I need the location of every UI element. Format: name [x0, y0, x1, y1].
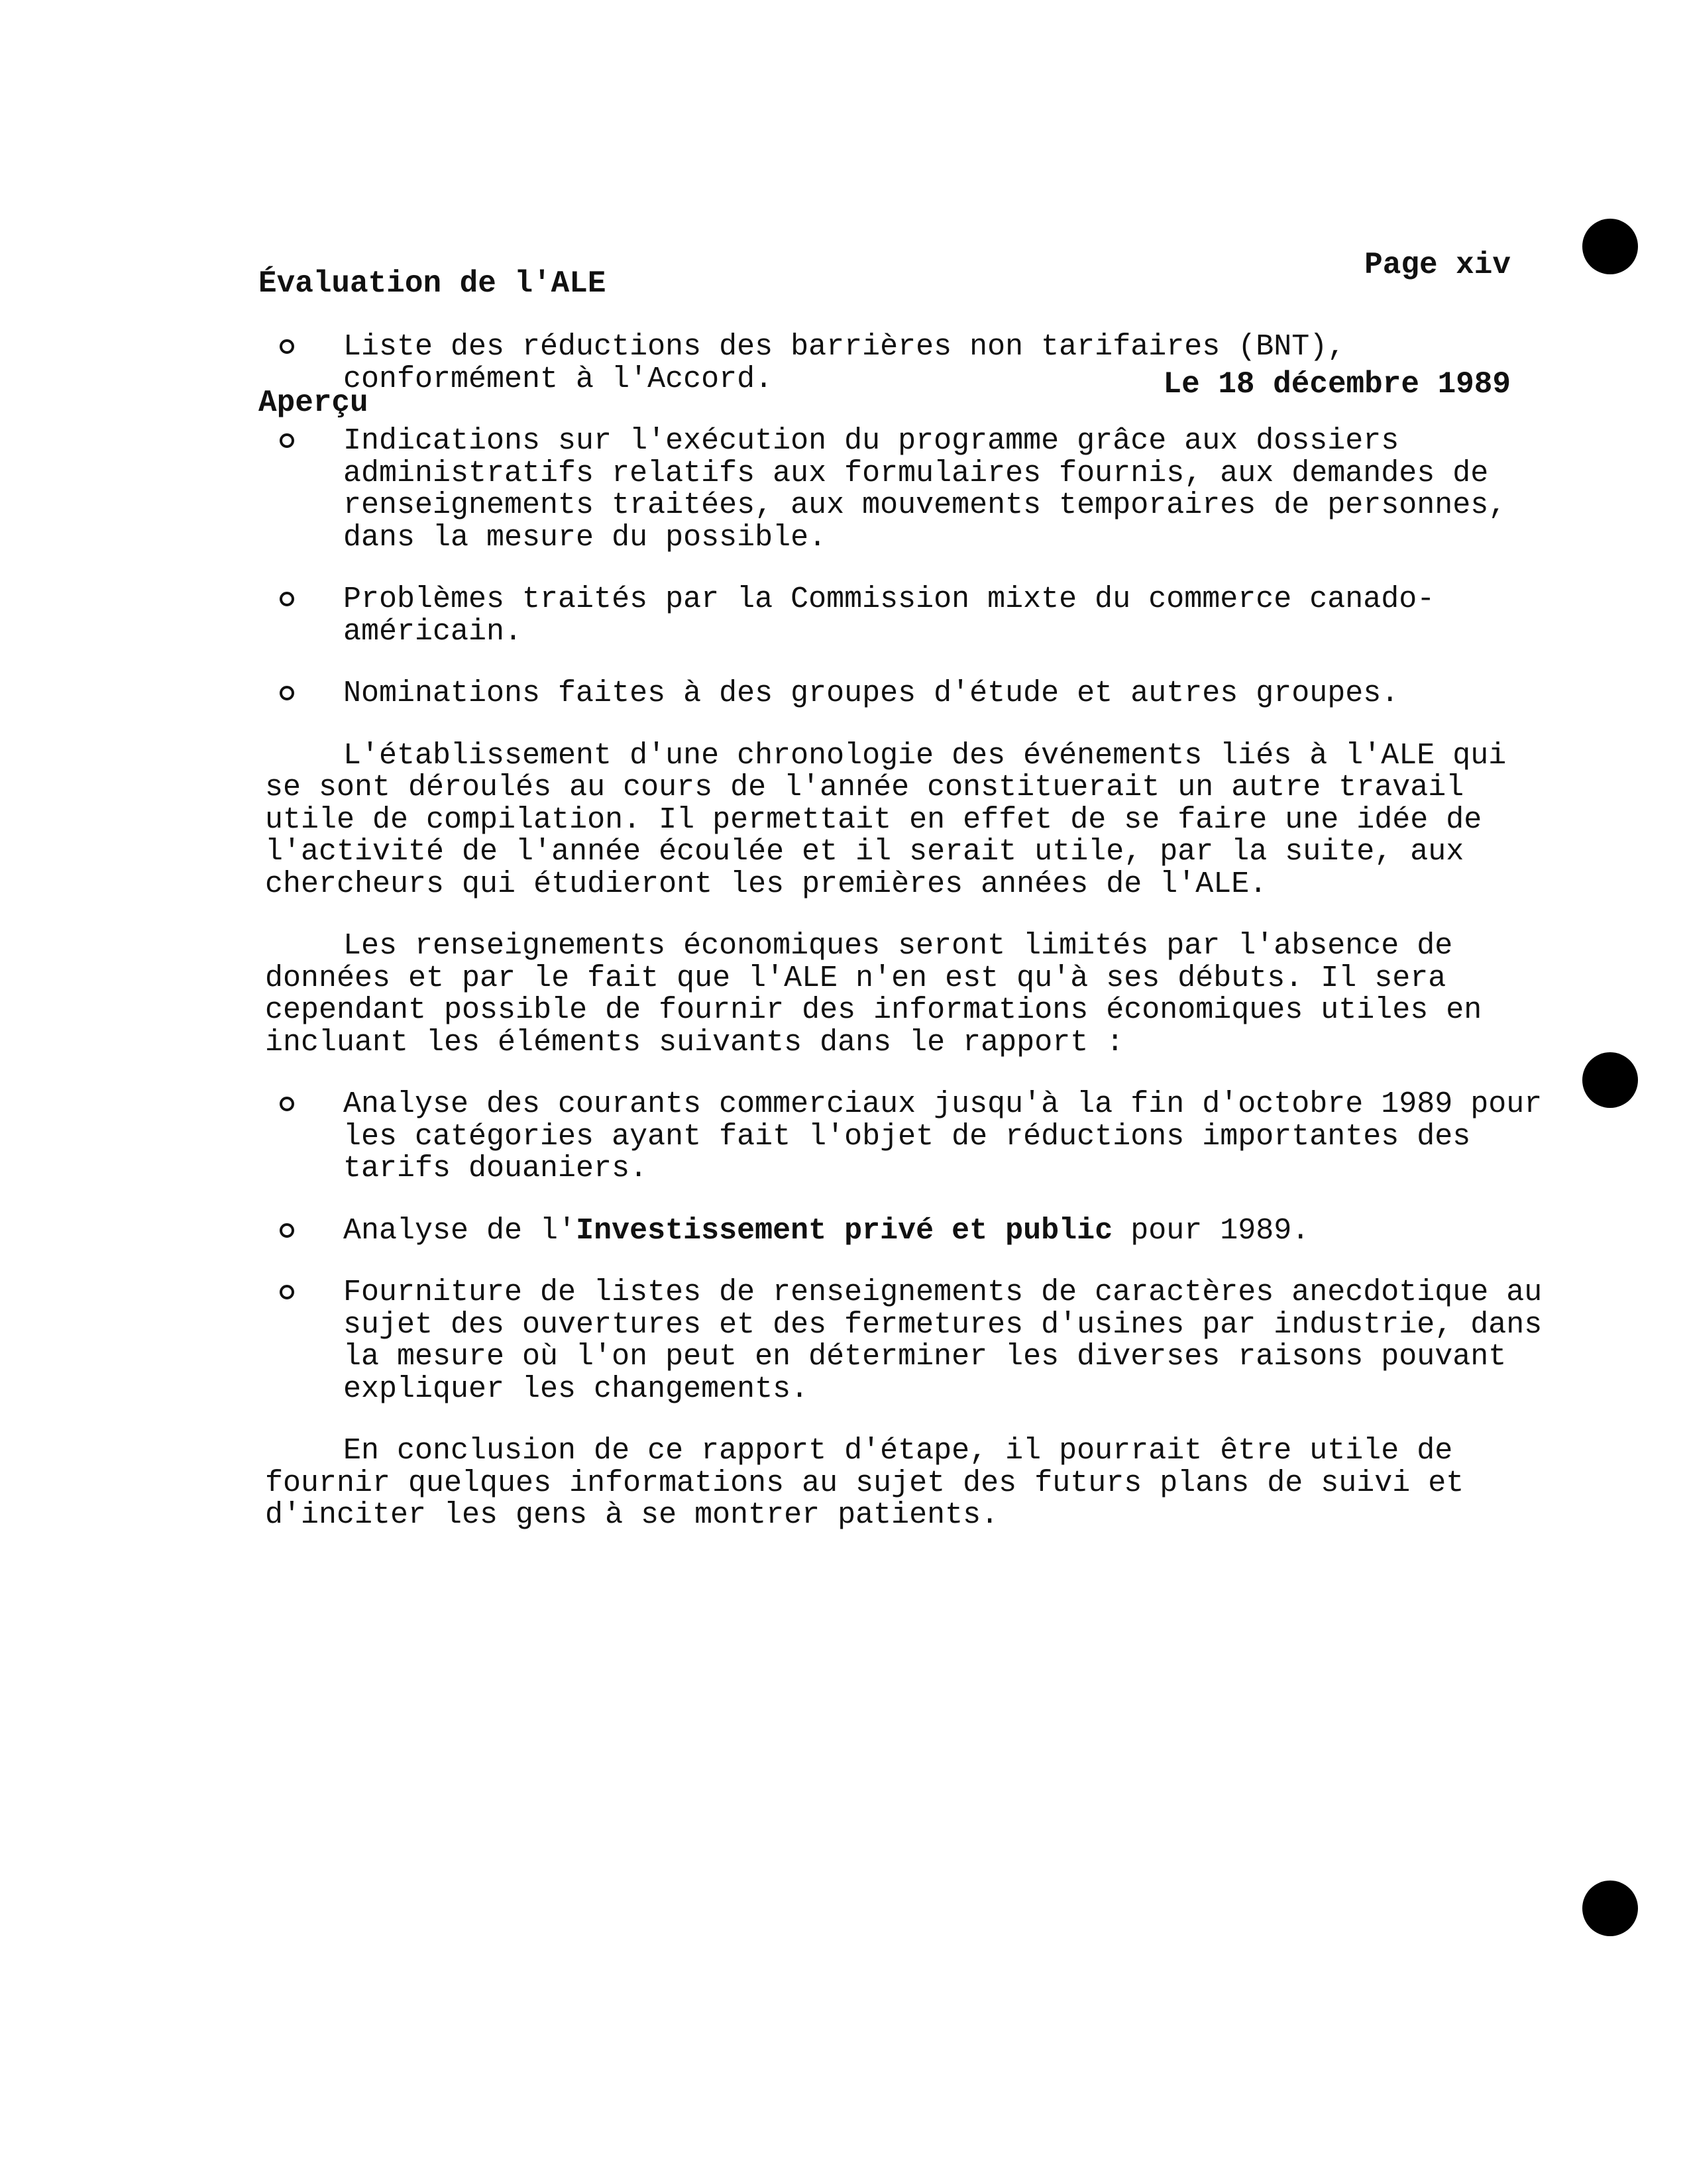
- page-number: Page xiv: [1364, 248, 1511, 282]
- list-item: [265, 1277, 1544, 1405]
- list-item-text-suffix: pour 1989.: [1113, 1213, 1310, 1248]
- bullet-icon: [280, 592, 294, 606]
- bullet-icon: [280, 433, 294, 448]
- list-item-text: Problèmes traités par la Commission mixte du commerce canado-américain.: [343, 582, 1435, 649]
- punch-hole: [1582, 1881, 1638, 1936]
- list-item-text: Fourniture de listes de renseignements de caractères anecdotique au sujet des ouvertures et des fermetures d'usines par industrie, dans la mesure où l'on peut en déterminer les diverses raisons pouvant expliquer les changements.: [343, 1276, 1543, 1406]
- paragraph-conclusion: En conclusion de ce rapport d'étape, il pourrait être utile de fournir quelques informations au sujet des futurs plans de suivi et d'inciter les gens à se montrer patients.: [265, 1434, 1464, 1532]
- document-body: [265, 331, 1544, 1562]
- list-item: [265, 678, 1544, 710]
- paragraph-economic-info: Les renseignements économiques seront limités par l'absence de données et par le fait que l'ALE n'en est qu'à ses débuts. Il sera cependant possible de fournir des informations économiques utiles en incluant les éléments suivants dans le rapport :: [265, 929, 1482, 1060]
- list-item-text: Analyse des courants commerciaux jusqu'à la fin d'octobre 1989 pour les catégories ayant fait l'objet de réductions importantes des tarifs douaniers.: [343, 1087, 1543, 1185]
- document-title: Évaluation de l'ALE: [258, 266, 606, 301]
- paragraph-chronology: L'établissement d'une chronologie des événements liés à l'ALE qui se sont déroulés au cours de l'année constituerait un autre travail utile de compilation. Il permettait en effet de se faire une idée de l'activité de l'année écoulée et il serait utile, par la suite, aux chercheurs qui étudieront les premières années de l'ALE.: [265, 738, 1507, 901]
- list-item-text: Nominations faites à des groupes d'étude et autres groupes.: [343, 677, 1399, 710]
- document-section: Aperçu: [258, 386, 368, 420]
- punch-hole: [1582, 1052, 1638, 1108]
- list-item-text-prefix: Analyse de l': [343, 1213, 576, 1248]
- list-item-text-bold: Investissement privé et public: [576, 1213, 1113, 1248]
- list-item: [265, 331, 1544, 396]
- list-item: [265, 1089, 1544, 1185]
- bullet-icon: [280, 339, 294, 354]
- bullet-icon: [280, 686, 294, 700]
- list-item-text: Indications sur l'exécution du programme grâce aux dossiers administratifs relatifs aux formulaires fournis, aux demandes de renseignements traitées, aux mouvements temporaires de personnes, dans la mesure du possible.: [343, 424, 1507, 555]
- punch-hole: [1582, 219, 1638, 274]
- bullet-icon: [280, 1223, 294, 1238]
- list-item: [265, 1215, 1544, 1248]
- bullet-icon: [280, 1285, 294, 1299]
- bullet-icon: [280, 1097, 294, 1111]
- list-item: [265, 425, 1544, 554]
- list-item: [265, 584, 1544, 648]
- list-item-text: Liste des réductions des barrières non tarifaires (BNT), conformément à l'Accord.: [343, 330, 1346, 396]
- document-date: Le 18 décembre 1989: [1163, 367, 1511, 402]
